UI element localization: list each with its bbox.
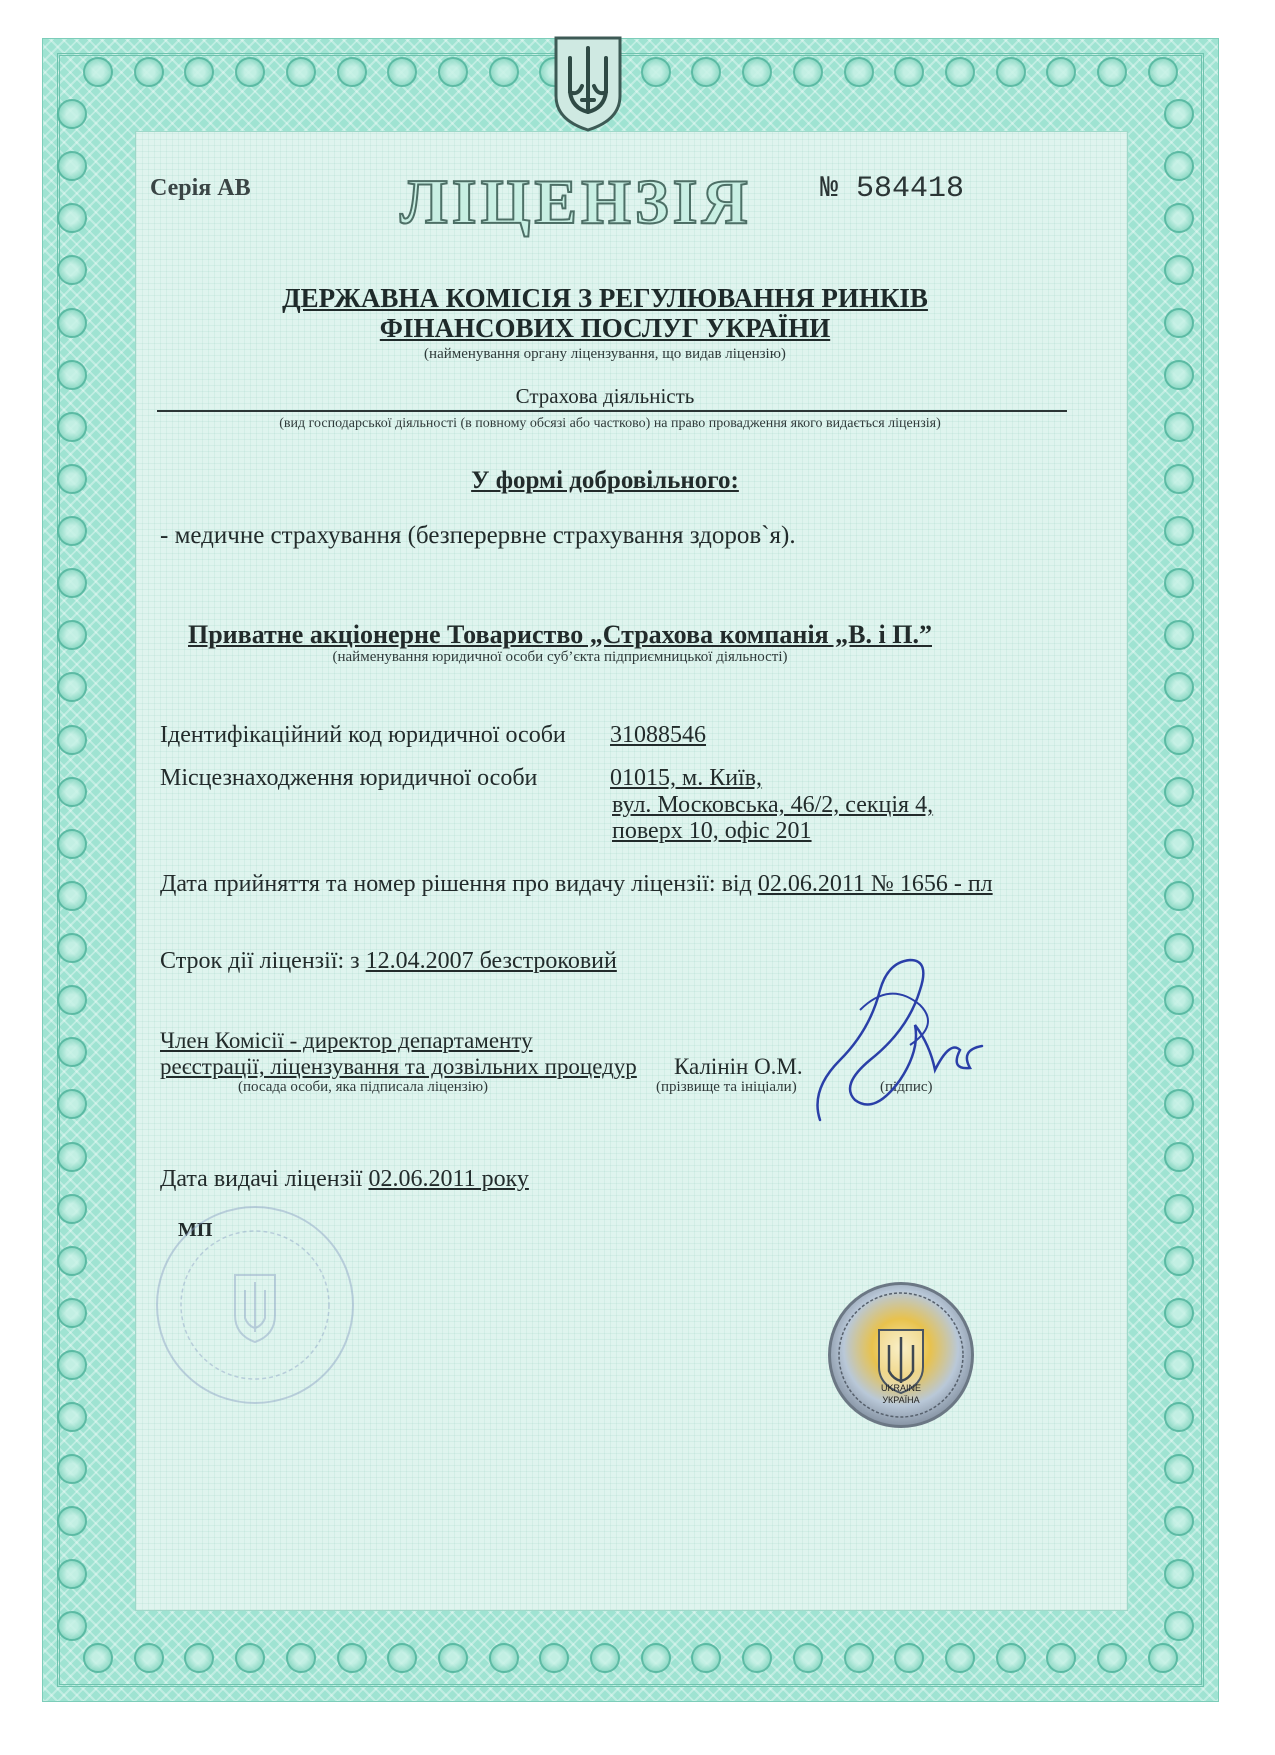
form-heading: У формі добровільного: [471, 467, 739, 494]
border-motifs-bottom [83, 1643, 1178, 1683]
border-motifs-right [1164, 99, 1204, 1641]
trident-emblem-icon [548, 34, 628, 134]
activity-underline [157, 410, 1067, 412]
border-motifs-left [57, 99, 97, 1641]
activity-type: Страхова діяльність [515, 384, 695, 408]
signatory-name-caption: (прізвище та ініціали) [656, 1079, 797, 1095]
issue-date-label: Дата видачі ліцензії [160, 1166, 363, 1192]
term-label: Строк дії ліцензії: з [160, 948, 360, 974]
signatory-position-line-2: реєстрації, ліцензування та дозвільних процедур [160, 1054, 637, 1079]
id-code-label: Ідентифікаційний код юридичної особи [160, 722, 566, 748]
hologram-text-1: UKRAINE [880, 1383, 921, 1393]
location-line-2: вул. Московська, 46/2, секція 4, [612, 792, 934, 818]
issue-date-row [160, 1166, 529, 1193]
decision-value: 02.06.2011 № 1656 - пл [757, 871, 993, 897]
id-code-value: 31088546 [610, 722, 706, 748]
licensee-name: Приватне акціонерне Товариство „Страхова компанія „В. і П.” [188, 620, 932, 649]
issue-date-value: 02.06.2011 року [368, 1166, 529, 1192]
issuer-name [155, 283, 1055, 343]
border-motifs-top [83, 57, 1178, 97]
hologram-sticker [828, 1282, 974, 1428]
decision-row [160, 871, 993, 898]
location-line-1: 01015, м. Київ, [610, 765, 763, 791]
decision-label: Дата прийняття та номер рішення про видачу ліцензії: від [160, 871, 752, 897]
licensee-caption: (найменування юридичної особи суб’єкта підприємницької діяльності) [332, 649, 788, 665]
activity-caption: (вид господарської діяльності (в повному обсязі або частково) на право провадження якого видається ліцензія) [279, 416, 941, 431]
signature-caption: (підпис) [880, 1079, 933, 1095]
hologram-text-2: УКРАЇНА [882, 1395, 920, 1405]
stamp-label: МП [178, 1219, 213, 1241]
issuer-caption: (найменування органу ліцензування, що видав ліцензію) [424, 346, 786, 362]
term-row [160, 948, 617, 975]
document-title: ЛІЦЕНЗІЯ [400, 166, 752, 237]
signatory-name: Калінін О.М. [674, 1054, 803, 1079]
term-value: 12.04.2007 безстроковий [365, 948, 617, 974]
location-label: Місцезнаходження юридичної особи [160, 765, 538, 791]
location-line-3: поверх 10, офіс 201 [612, 818, 812, 844]
license-number: № 584418 [820, 172, 965, 206]
issuer-line-1: ДЕРЖАВНА КОМІСІЯ З РЕГУЛЮВАННЯ РИНКІВ [282, 283, 928, 313]
insurance-item: - медичне страхування (безперервне страхування здоров`я). [160, 522, 796, 549]
signature [800, 950, 990, 1135]
signatory-position-caption: (посада особи, яка підписала ліцензію) [238, 1079, 489, 1095]
series-label: Серія АВ [150, 175, 251, 201]
signatory-position-line-1: Член Комісії - директор департаменту [160, 1028, 533, 1053]
official-seal [150, 1200, 360, 1410]
issuer-line-2: ФІНАНСОВИХ ПОСЛУГ УКРАЇНИ [379, 313, 831, 343]
